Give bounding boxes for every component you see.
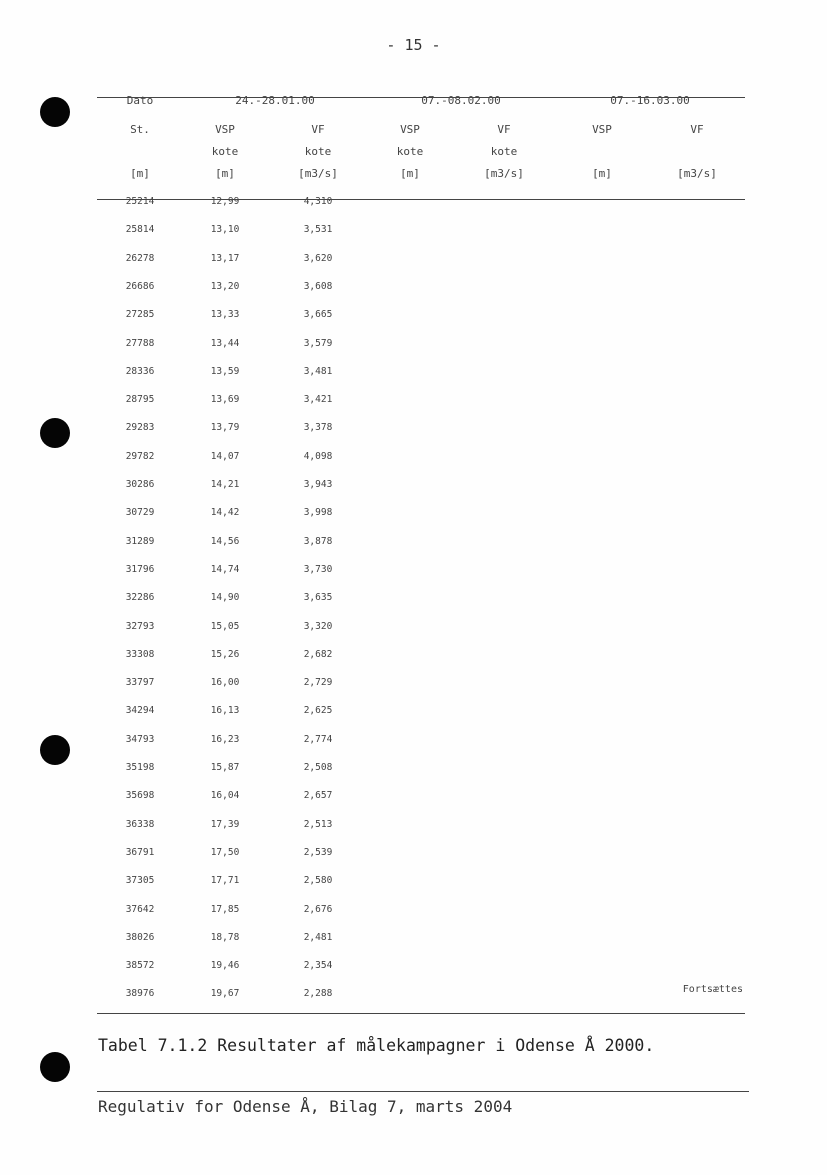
table-cell: 2,657 <box>303 790 333 801</box>
table-cell: 37642 <box>125 904 155 915</box>
table-cell: 27788 <box>125 338 155 349</box>
table-cell: 29782 <box>125 451 155 462</box>
table-cell: 3,878 <box>303 536 333 547</box>
table-cell: 38572 <box>125 960 155 971</box>
table-cell: 31796 <box>125 564 155 575</box>
table-cell: 3,730 <box>303 564 333 575</box>
table-cell: 16,00 <box>210 677 240 688</box>
table-cell: 2,580 <box>303 875 333 886</box>
dato-label: Dato <box>126 94 154 107</box>
table-cell: 17,39 <box>210 819 240 830</box>
column-header: VSP <box>592 123 612 136</box>
table-caption: Tabel 7.1.2 Resultater af målekampagner i Odense Å 2000. <box>98 1036 655 1055</box>
table-cell: 12,99 <box>210 196 240 207</box>
table-cell: 2,682 <box>303 649 333 660</box>
column-header: VSP <box>215 123 235 136</box>
table-cell: 2,774 <box>303 734 333 745</box>
column-header: [m3/s] <box>677 167 717 180</box>
table-cell: 13,10 <box>210 224 240 235</box>
table-cell: 35198 <box>125 762 155 773</box>
table-cell: 29283 <box>125 422 155 433</box>
table-cell: 27285 <box>125 309 155 320</box>
table-cell: 37305 <box>125 875 155 886</box>
table-cell: 13,20 <box>210 281 240 292</box>
table-cell: 14,21 <box>210 479 240 490</box>
period-label: 24.-28.01.00 <box>235 94 315 107</box>
column-header: [m] <box>215 167 235 180</box>
table-cell: 28795 <box>125 394 155 405</box>
page-number: - 15 - <box>386 36 441 54</box>
table-cell: 14,42 <box>210 507 240 518</box>
table-cell: 2,729 <box>303 677 333 688</box>
table-cell: 15,26 <box>210 649 240 660</box>
table-cell: 34294 <box>125 705 155 716</box>
table-cell: 2,513 <box>303 819 333 830</box>
table-cell: 32793 <box>125 621 155 632</box>
table-cell: 31289 <box>125 536 155 547</box>
table-cell: 14,07 <box>210 451 240 462</box>
table-cell: 13,17 <box>210 253 240 264</box>
table-cell: 33797 <box>125 677 155 688</box>
table-cell: 25214 <box>125 196 155 207</box>
table-cell: 4,310 <box>303 196 333 207</box>
table-cell: 3,481 <box>303 366 333 377</box>
table-cell: 13,79 <box>210 422 240 433</box>
table-cell: 3,378 <box>303 422 333 433</box>
column-header: VSP <box>400 123 420 136</box>
column-header: kote <box>211 145 239 158</box>
column-header: VF <box>690 123 704 136</box>
table-cell: 2,481 <box>303 932 333 943</box>
column-header: kote <box>490 145 518 158</box>
column-header: VF <box>311 123 325 136</box>
table-cell: 17,85 <box>210 904 240 915</box>
table-cell: 13,59 <box>210 366 240 377</box>
table-bottom-rule <box>97 1013 745 1014</box>
period-label: 07.-08.02.00 <box>421 94 501 107</box>
table-cell: 38976 <box>125 988 155 999</box>
table-cell: 3,620 <box>303 253 333 264</box>
column-header: [m3/s] <box>484 167 524 180</box>
table-cell: 34793 <box>125 734 155 745</box>
table-cell: 3,943 <box>303 479 333 490</box>
period-label: 07.-16.03.00 <box>610 94 690 107</box>
punch-hole <box>40 735 70 765</box>
table-cell: 4,098 <box>303 451 333 462</box>
table-cell: 3,998 <box>303 507 333 518</box>
table-cell: 17,71 <box>210 875 240 886</box>
table-cell: 3,579 <box>303 338 333 349</box>
table-cell: 26686 <box>125 281 155 292</box>
table-cell: 3,320 <box>303 621 333 632</box>
table-cell: 30729 <box>125 507 155 518</box>
table-cell: 17,50 <box>210 847 240 858</box>
column-header: kote <box>304 145 332 158</box>
column-header: kote <box>396 145 424 158</box>
table-cell: 13,69 <box>210 394 240 405</box>
table-cell: 16,23 <box>210 734 240 745</box>
table-cell: 14,56 <box>210 536 240 547</box>
table-cell: 13,33 <box>210 309 240 320</box>
column-header: [m] <box>130 167 150 180</box>
table-cell: 16,04 <box>210 790 240 801</box>
table-cell: 3,531 <box>303 224 333 235</box>
table-cell: 2,676 <box>303 904 333 915</box>
column-header: VF <box>497 123 511 136</box>
punch-hole <box>40 97 70 127</box>
table-cell: 30286 <box>125 479 155 490</box>
column-header: [m3/s] <box>298 167 338 180</box>
table-cell: 14,90 <box>210 592 240 603</box>
table-cell: 28336 <box>125 366 155 377</box>
table-cell: 3,665 <box>303 309 333 320</box>
punch-hole <box>40 418 70 448</box>
table-cell: 18,78 <box>210 932 240 943</box>
table-cell: 2,625 <box>303 705 333 716</box>
column-header: [m] <box>400 167 420 180</box>
continued-note: Fortsættes <box>682 984 743 995</box>
column-header: St. <box>130 123 150 136</box>
table-cell: 36791 <box>125 847 155 858</box>
table-cell: 2,539 <box>303 847 333 858</box>
footer-rule <box>97 1091 749 1092</box>
table-cell: 2,354 <box>303 960 333 971</box>
table-cell: 33308 <box>125 649 155 660</box>
table-cell: 32286 <box>125 592 155 603</box>
table-cell: 2,288 <box>303 988 333 999</box>
table-cell: 35698 <box>125 790 155 801</box>
table-cell: 15,05 <box>210 621 240 632</box>
table-cell: 19,46 <box>210 960 240 971</box>
table-cell: 16,13 <box>210 705 240 716</box>
table-cell: 3,635 <box>303 592 333 603</box>
column-header: [m] <box>592 167 612 180</box>
table-cell: 19,67 <box>210 988 240 999</box>
page-footer: Regulativ for Odense Å, Bilag 7, marts 2004 <box>98 1097 513 1116</box>
table-cell: 26278 <box>125 253 155 264</box>
punch-hole <box>40 1052 70 1082</box>
table-cell: 38026 <box>125 932 155 943</box>
table-cell: 36338 <box>125 819 155 830</box>
table-cell: 14,74 <box>210 564 240 575</box>
table-cell: 3,421 <box>303 394 333 405</box>
table-cell: 15,87 <box>210 762 240 773</box>
table-cell: 3,608 <box>303 281 333 292</box>
table-cell: 25814 <box>125 224 155 235</box>
table-cell: 2,508 <box>303 762 333 773</box>
table-cell: 13,44 <box>210 338 240 349</box>
